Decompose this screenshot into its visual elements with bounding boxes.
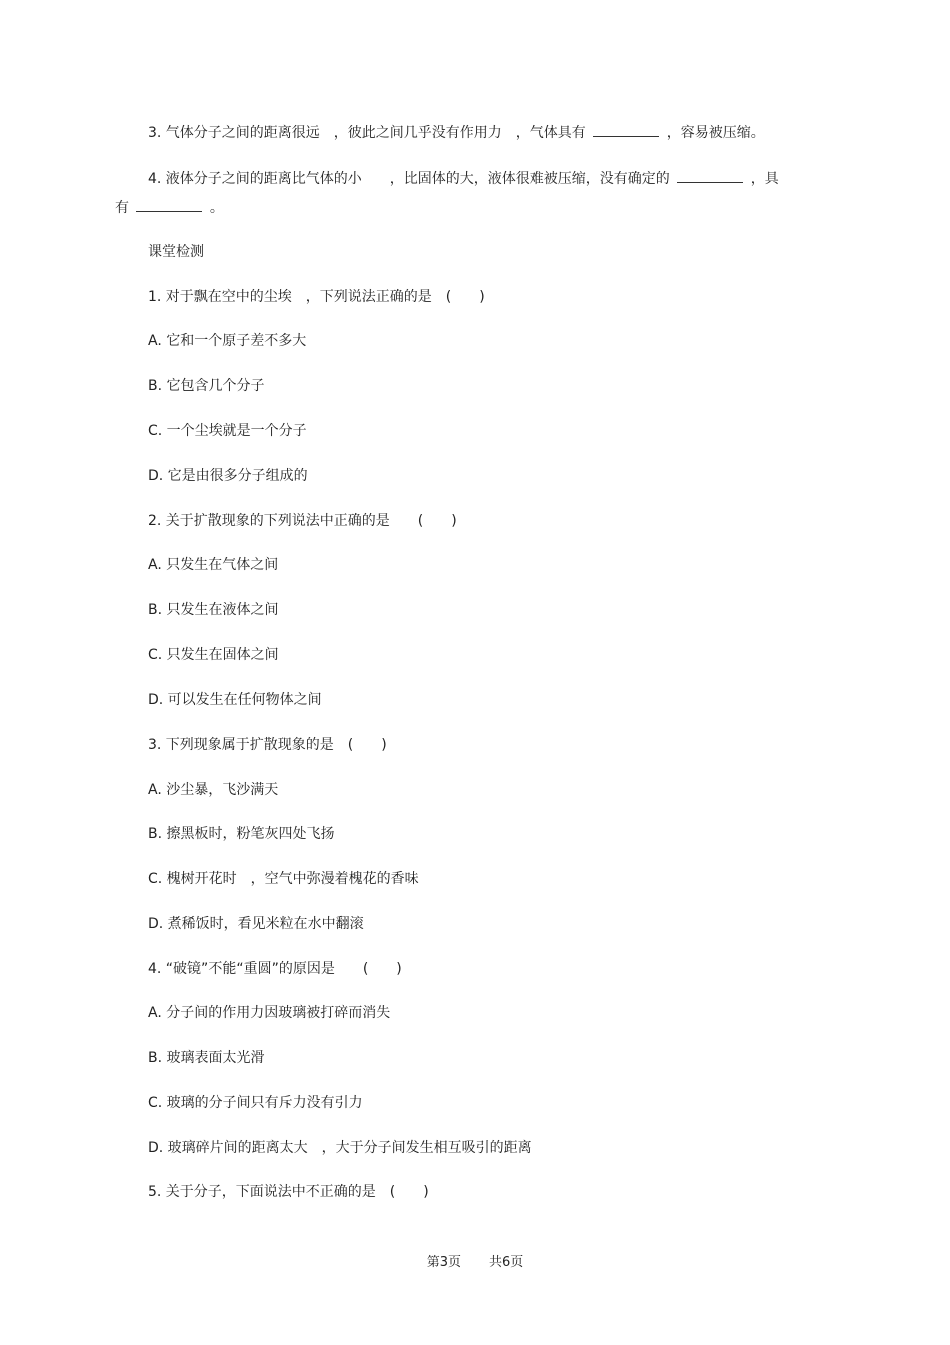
option-c: C. 只发生在固体之间 (148, 647, 279, 663)
question-text: ，具 (750, 171, 779, 187)
answer-blank[interactable] (677, 168, 743, 183)
option-b: B. 擦黑板时，粉笔灰四处飞扬 (148, 826, 335, 842)
question-text: 3. 气体分子之间的距离很远 ，彼此之间几乎没有作用力 ，气体具有 (148, 125, 586, 141)
check-question-1: 1. 对于飘在空中的尘埃 ，下列说法正确的是 ( ) (148, 289, 485, 305)
option-b: B. 它包含几个分子 (148, 378, 265, 394)
option-a: A. 沙尘暴，飞沙满天 (148, 782, 279, 798)
answer-blank[interactable] (593, 122, 659, 137)
option-c: C. 一个尘埃就是一个分子 (148, 423, 307, 439)
option-b: B. 只发生在液体之间 (148, 602, 279, 618)
check-question-5: 5. 关于分子，下面说法中不正确的是 ( ) (148, 1184, 429, 1200)
question-text: 有 (115, 200, 129, 216)
check-question-3: 3. 下列现象属于扩散现象的是 ( ) (148, 737, 387, 753)
question-text: 。 (209, 200, 224, 216)
page-total: 共6页 (489, 1255, 524, 1270)
option-b: B. 玻璃表面太光滑 (148, 1050, 265, 1066)
option-d: D. 玻璃碎片间的距离太大 ，大于分子间发生相互吸引的距离 (148, 1140, 532, 1156)
section-heading: 课堂检测 (148, 244, 204, 260)
question-4-fill (148, 168, 779, 189)
question-3-fill (148, 122, 765, 143)
check-question-4: 4. “破镜”不能“重圆”的原因是 ( ) (148, 961, 402, 977)
answer-blank[interactable] (136, 197, 202, 212)
option-c: C. 玻璃的分子间只有斥力没有引力 (148, 1095, 363, 1111)
option-a: A. 只发生在气体之间 (148, 557, 279, 573)
check-question-2: 2. 关于扩散现象的下列说法中正确的是 ( ) (148, 513, 457, 529)
question-text: 4. 液体分子之间的距离比气体的小 ，比固体的大，液体很难被压缩，没有确定的 (148, 171, 670, 187)
question-text: ，容易被压缩。 (666, 125, 765, 141)
option-c: C. 槐树开花时 ，空气中弥漫着槐花的香味 (148, 871, 419, 887)
option-d: D. 煮稀饭时，看见米粒在水中翻滚 (148, 916, 364, 932)
option-d: D. 它是由很多分子组成的 (148, 468, 308, 484)
question-4-fill-continued (115, 197, 224, 218)
option-a: A. 它和一个原子差不多大 (148, 333, 307, 349)
page-number: 第3页 (426, 1255, 461, 1270)
option-a: A. 分子间的作用力因玻璃被打碎而消失 (148, 1005, 391, 1021)
page-footer (0, 1253, 950, 1273)
option-d: D. 可以发生在任何物体之间 (148, 692, 322, 708)
